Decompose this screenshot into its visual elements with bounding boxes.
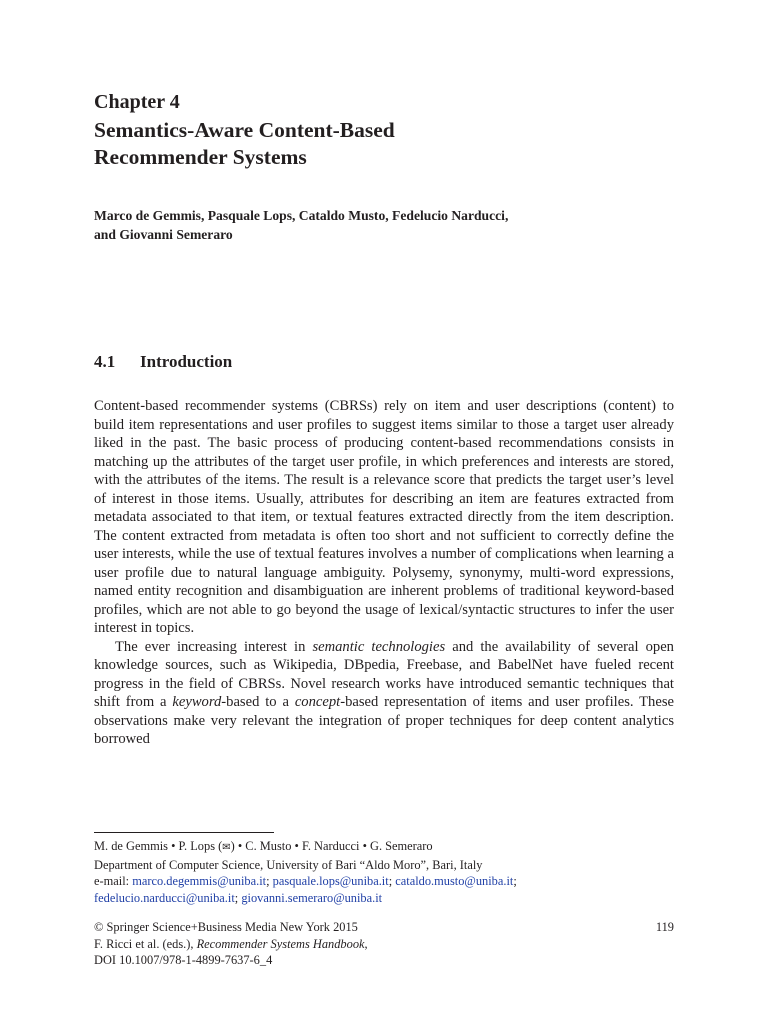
section-heading (94, 351, 232, 373)
chapter-title (94, 117, 654, 171)
section-title: Introduction (140, 352, 233, 371)
envelope-icon: ✉ (222, 842, 231, 853)
paragraph-2-text-a: The ever increasing interest in (115, 638, 313, 655)
author-list (94, 206, 674, 244)
footnote-authors: M. de Gemmis • P. Lops (✉) • C. Musto • F. Narducci • G. Semeraro (94, 839, 433, 853)
email-link[interactable]: giovanni.semeraro@uniba.it (241, 890, 383, 905)
email-link[interactable]: fedelucio.narducci@uniba.it (94, 890, 235, 905)
paragraph-2-text-b: and the availability of several open knowledge sources, such as Wikipedia, DBpedia, Freebase, and BabelNet have fueled recent progress in the field of CBRSs. Novel research works have introduced semantic techniques that shift from a (94, 638, 674, 710)
page-number: 119 (655, 920, 674, 934)
emphasis-keyword: keyword (172, 694, 222, 710)
email-link[interactable]: marco.degemmis@uniba.it (132, 874, 267, 888)
chapter-label: Chapter 4 (94, 91, 180, 113)
doi-line: DOI 10.1007/978-1-4899-7637-6_4 (94, 953, 273, 967)
paragraph-2-text-d: -based representation of items and user profiles. These observations make very relevant the integration of proper techniques for deep content analytics borrowed (94, 694, 674, 747)
emphasis-concept: concept (294, 694, 341, 710)
email-link[interactable]: pasquale.lops@uniba.it (272, 874, 389, 888)
authors-line-1: Marco de Gemmis, Pasquale Lops, Cataldo Musto, Fedelucio Narducci, (94, 208, 509, 223)
chapter-title-line-2: Recommender Systems (94, 145, 307, 169)
footnote-emails-line-2: fedelucio.narducci@uniba.it; giovanni.semeraro@uniba.it (94, 890, 383, 905)
emphasis-semantic-technologies: semantic technologies (312, 638, 446, 655)
email-link[interactable]: cataldo.musto@uniba.it (395, 874, 514, 888)
imprint (94, 919, 674, 969)
book-citation: F. Ricci et al. (eds.), Recommender Systems Handbook, (94, 936, 368, 951)
footnote-divider (94, 832, 274, 833)
footnote-department: Department of Computer Science, University of Bari “Aldo Moro”, Bari, Italy (94, 857, 483, 872)
chapter-title-line-1: Semantics-Aware Content-Based (94, 118, 395, 142)
paragraph-2-text-c: -based to a (221, 694, 295, 710)
paragraph-1: Content-based recommender systems (CBRSs) rely on item and user descriptions (content) to build item representations and user profiles to suggest items similar to those a target user already liked in the past. The basic process of producing content-based recommendations consists in matching up the attributes of the target user profile, in which preferences and interests are stored, with the attributes of the items. The result is a relevance score that predicts the target user’s level of interest in those items. Usually, attributes for describing an item are features extracted from metadata associated to that item, or textual features extracted directly from the item description. The content extracted from metadata is often too short and not sufficient to correctly define the user interests, while the use of textual features involves a number of complications when learning a user profile due to natural language ambiguity. Polysemy, synonymy, multi-word expressions, named entity recognition and disambiguation are inherent problems of traditional keyword-based profiles, which are not able to go beyond the usage of lexical/syntactic structures to infer the user interest in topics. (94, 398, 674, 636)
body-text (94, 397, 674, 749)
paragraph-2 (94, 638, 674, 749)
book-title: Recommender Systems Handbook (196, 936, 365, 951)
author-footnote (94, 838, 674, 906)
footnote-emails-line-1: e-mail: marco.degemmis@uniba.it; pasquale.lops@uniba.it; cataldo.musto@uniba.it; (94, 874, 517, 888)
section-number: 4.1 (94, 352, 116, 371)
copyright-line: © Springer Science+Business Media New York 2015 (94, 920, 358, 934)
authors-line-2: and Giovanni Semeraro (94, 227, 233, 242)
email-label: e-mail: (94, 874, 133, 888)
